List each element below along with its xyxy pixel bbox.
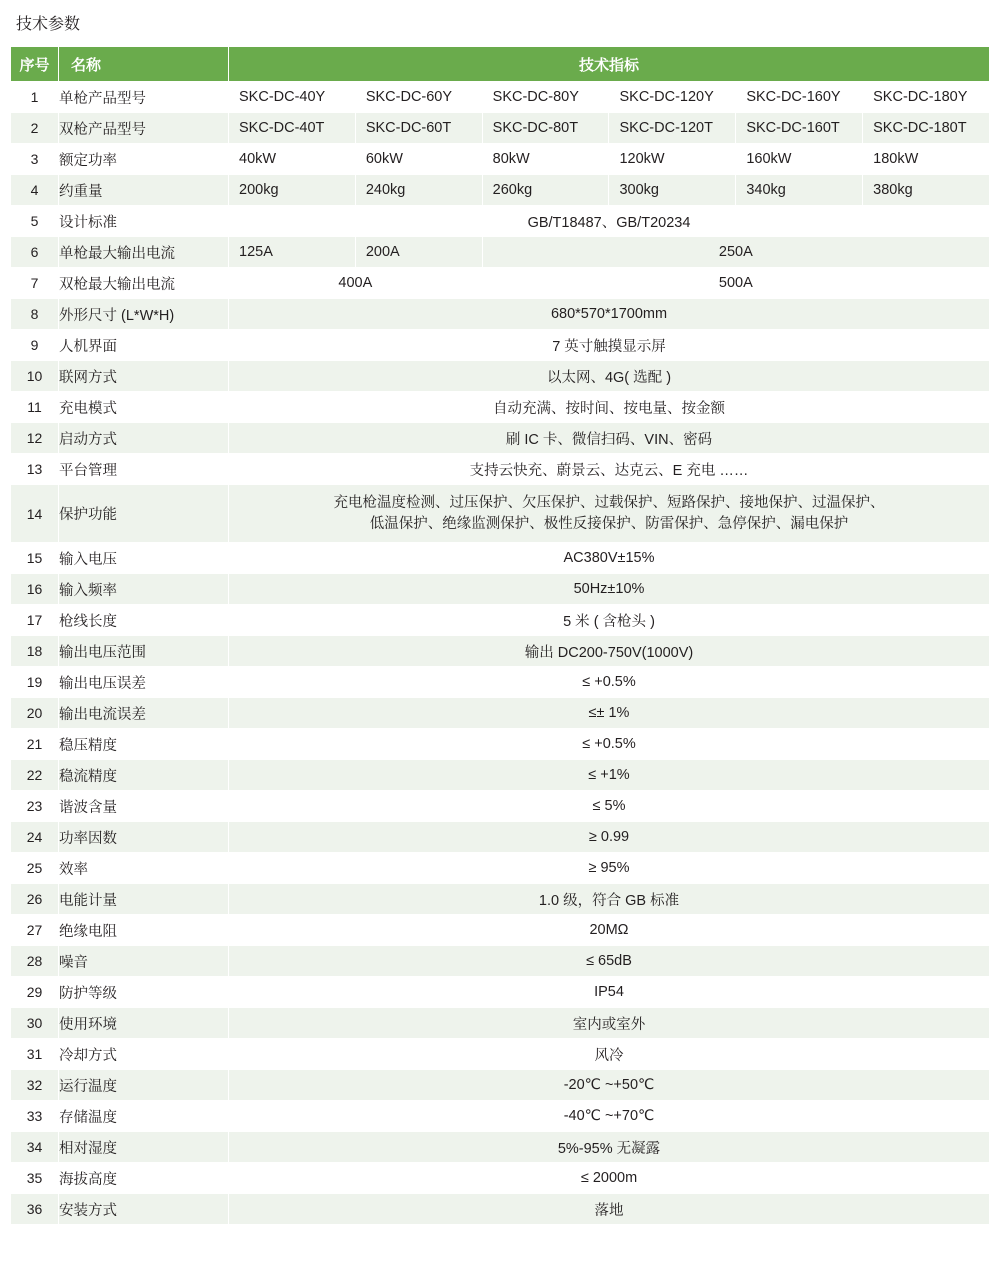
row-value: 400A bbox=[229, 268, 483, 299]
row-index: 27 bbox=[11, 915, 59, 946]
row-value: SKC-DC-160Y bbox=[736, 82, 863, 113]
table-row bbox=[11, 543, 990, 574]
row-value: AC380V±15% bbox=[229, 543, 990, 574]
row-value: ≤ 65dB bbox=[229, 946, 990, 977]
row-value: GB/T18487、GB/T20234 bbox=[229, 206, 990, 237]
row-value: 刷 IC 卡、微信扫码、VIN、密码 bbox=[229, 423, 990, 454]
column-header-spec: 技术指标 bbox=[229, 47, 990, 82]
row-value: SKC-DC-180T bbox=[863, 113, 990, 144]
row-value: 380kg bbox=[863, 175, 990, 206]
page-title: 技术参数 bbox=[16, 16, 81, 33]
row-value: SKC-DC-120Y bbox=[609, 82, 736, 113]
table-row bbox=[11, 330, 990, 361]
row-index: 12 bbox=[11, 423, 59, 454]
table-row bbox=[11, 1039, 990, 1070]
table-row bbox=[11, 1070, 990, 1101]
row-value: SKC-DC-160T bbox=[736, 113, 863, 144]
row-index: 35 bbox=[11, 1163, 59, 1194]
row-name: 输出电压误差 bbox=[59, 667, 229, 698]
row-name: 防护等级 bbox=[59, 977, 229, 1008]
row-value: 260kg bbox=[482, 175, 609, 206]
row-value: SKC-DC-60Y bbox=[355, 82, 482, 113]
row-value: ≤± 1% bbox=[229, 698, 990, 729]
table-row bbox=[11, 237, 990, 268]
row-value: ≤ +0.5% bbox=[229, 667, 990, 698]
row-name: 存储温度 bbox=[59, 1101, 229, 1132]
row-value: 5 米 ( 含枪头 ) bbox=[229, 605, 990, 636]
row-name: 设计标准 bbox=[59, 206, 229, 237]
table-row bbox=[11, 1132, 990, 1163]
row-index: 30 bbox=[11, 1008, 59, 1039]
row-name: 单枪产品型号 bbox=[59, 82, 229, 113]
row-name: 输入电压 bbox=[59, 543, 229, 574]
row-name: 联网方式 bbox=[59, 361, 229, 392]
row-name: 输入频率 bbox=[59, 574, 229, 605]
row-index: 29 bbox=[11, 977, 59, 1008]
row-index: 22 bbox=[11, 760, 59, 791]
row-value: 60kW bbox=[355, 144, 482, 175]
row-name: 功率因数 bbox=[59, 822, 229, 853]
row-value: 500A bbox=[482, 268, 989, 299]
row-name: 噪音 bbox=[59, 946, 229, 977]
row-index: 23 bbox=[11, 791, 59, 822]
row-index: 6 bbox=[11, 237, 59, 268]
row-name: 安装方式 bbox=[59, 1194, 229, 1225]
row-name: 双枪最大输出电流 bbox=[59, 268, 229, 299]
row-index: 17 bbox=[11, 605, 59, 636]
row-index: 16 bbox=[11, 574, 59, 605]
row-value: 300kg bbox=[609, 175, 736, 206]
row-value: 20MΩ bbox=[229, 915, 990, 946]
row-index: 1 bbox=[11, 82, 59, 113]
row-name: 绝缘电阻 bbox=[59, 915, 229, 946]
row-name: 额定功率 bbox=[59, 144, 229, 175]
row-value: 250A bbox=[482, 237, 989, 268]
row-name: 电能计量 bbox=[59, 884, 229, 915]
table-row bbox=[11, 361, 990, 392]
row-value: 200A bbox=[355, 237, 482, 268]
row-index: 5 bbox=[11, 206, 59, 237]
column-header-index: 序号 bbox=[11, 47, 59, 82]
row-index: 20 bbox=[11, 698, 59, 729]
table-row bbox=[11, 206, 990, 237]
row-name: 效率 bbox=[59, 853, 229, 884]
row-value: 200kg bbox=[229, 175, 356, 206]
row-value: 自动充满、按时间、按电量、按金额 bbox=[229, 392, 990, 423]
row-value: ≤ +0.5% bbox=[229, 729, 990, 760]
table-row bbox=[11, 144, 990, 175]
row-value: 输出 DC200-750V(1000V) bbox=[229, 636, 990, 667]
row-value: -20℃ ~+50℃ bbox=[229, 1070, 990, 1101]
table-row bbox=[11, 698, 990, 729]
row-name: 保护功能 bbox=[59, 485, 229, 543]
table-row bbox=[11, 113, 990, 144]
row-value: 125A bbox=[229, 237, 356, 268]
row-value: 7 英寸触摸显示屏 bbox=[229, 330, 990, 361]
table-row bbox=[11, 822, 990, 853]
row-name: 启动方式 bbox=[59, 423, 229, 454]
row-value: 1.0 级，符合 GB 标准 bbox=[229, 884, 990, 915]
table-row bbox=[11, 299, 990, 330]
column-header-name: 名称 bbox=[59, 47, 229, 82]
table-row bbox=[11, 268, 990, 299]
table-row bbox=[11, 392, 990, 423]
row-index: 13 bbox=[11, 454, 59, 485]
row-value: ≤ +1% bbox=[229, 760, 990, 791]
row-value: 680*570*1700mm bbox=[229, 299, 990, 330]
row-name: 使用环境 bbox=[59, 1008, 229, 1039]
table-row bbox=[11, 915, 990, 946]
row-index: 2 bbox=[11, 113, 59, 144]
row-name: 相对湿度 bbox=[59, 1132, 229, 1163]
row-value: SKC-DC-120T bbox=[609, 113, 736, 144]
row-name: 双枪产品型号 bbox=[59, 113, 229, 144]
row-value: 160kW bbox=[736, 144, 863, 175]
table-row bbox=[11, 454, 990, 485]
row-index: 15 bbox=[11, 543, 59, 574]
row-value: 室内或室外 bbox=[229, 1008, 990, 1039]
row-index: 14 bbox=[11, 485, 59, 543]
row-name: 谐波含量 bbox=[59, 791, 229, 822]
table-row bbox=[11, 1163, 990, 1194]
table-row bbox=[11, 1008, 990, 1039]
row-name: 充电模式 bbox=[59, 392, 229, 423]
row-value: IP54 bbox=[229, 977, 990, 1008]
row-value: 50Hz±10% bbox=[229, 574, 990, 605]
row-value-line: 低温保护、绝缘监测保护、极性反接保护、防雷保护、急停保护、漏电保护 bbox=[369, 515, 849, 532]
row-value: SKC-DC-40T bbox=[229, 113, 356, 144]
row-name: 稳压精度 bbox=[59, 729, 229, 760]
row-name: 运行温度 bbox=[59, 1070, 229, 1101]
row-value: SKC-DC-80T bbox=[482, 113, 609, 144]
table-row bbox=[11, 175, 990, 206]
row-index: 11 bbox=[11, 392, 59, 423]
row-value: 落地 bbox=[229, 1194, 990, 1225]
row-index: 26 bbox=[11, 884, 59, 915]
table-row bbox=[11, 636, 990, 667]
table-row bbox=[11, 1194, 990, 1225]
technical-parameters-table bbox=[10, 46, 990, 1225]
row-value: -40℃ ~+70℃ bbox=[229, 1101, 990, 1132]
row-value: SKC-DC-180Y bbox=[863, 82, 990, 113]
row-value-line: 充电枪温度检测、过压保护、欠压保护、过载保护、短路保护、接地保护、过温保护、 bbox=[333, 494, 885, 511]
table-row bbox=[11, 791, 990, 822]
row-value: 40kW bbox=[229, 144, 356, 175]
table-row bbox=[11, 884, 990, 915]
table-row bbox=[11, 605, 990, 636]
table-row bbox=[11, 423, 990, 454]
row-name: 输出电流误差 bbox=[59, 698, 229, 729]
row-name: 外形尺寸 (L*W*H) bbox=[59, 299, 229, 330]
row-index: 24 bbox=[11, 822, 59, 853]
row-index: 31 bbox=[11, 1039, 59, 1070]
row-value: 180kW bbox=[863, 144, 990, 175]
row-value: 风冷 bbox=[229, 1039, 990, 1070]
row-value: 支持云快充、蔚景云、达克云、E 充电 …… bbox=[229, 454, 990, 485]
row-index: 8 bbox=[11, 299, 59, 330]
row-index: 3 bbox=[11, 144, 59, 175]
row-value: 5%-95% 无凝露 bbox=[229, 1132, 990, 1163]
row-value: SKC-DC-60T bbox=[355, 113, 482, 144]
row-value: 80kW bbox=[482, 144, 609, 175]
row-value: ≤ 2000m bbox=[229, 1163, 990, 1194]
row-index: 10 bbox=[11, 361, 59, 392]
row-index: 28 bbox=[11, 946, 59, 977]
row-value: ≥ 95% bbox=[229, 853, 990, 884]
table-row bbox=[11, 667, 990, 698]
row-index: 21 bbox=[11, 729, 59, 760]
table-row bbox=[11, 977, 990, 1008]
row-name: 约重量 bbox=[59, 175, 229, 206]
row-value: SKC-DC-40Y bbox=[229, 82, 356, 113]
table-row bbox=[11, 574, 990, 605]
row-index: 7 bbox=[11, 268, 59, 299]
row-name: 海拔高度 bbox=[59, 1163, 229, 1194]
table-row bbox=[11, 853, 990, 884]
row-value: 240kg bbox=[355, 175, 482, 206]
row-value: ≥ 0.99 bbox=[229, 822, 990, 853]
row-name: 输出电压范围 bbox=[59, 636, 229, 667]
row-value: 以太网、4G( 选配 ) bbox=[229, 361, 990, 392]
row-name: 平台管理 bbox=[59, 454, 229, 485]
row-value: 340kg bbox=[736, 175, 863, 206]
row-name: 单枪最大输出电流 bbox=[59, 237, 229, 268]
table-header bbox=[11, 47, 990, 82]
row-index: 18 bbox=[11, 636, 59, 667]
table-row bbox=[11, 82, 990, 113]
row-name: 稳流精度 bbox=[59, 760, 229, 791]
row-name: 冷却方式 bbox=[59, 1039, 229, 1070]
table-row bbox=[11, 729, 990, 760]
table-row bbox=[11, 1101, 990, 1132]
row-name: 人机界面 bbox=[59, 330, 229, 361]
row-value: 120kW bbox=[609, 144, 736, 175]
row-index: 36 bbox=[11, 1194, 59, 1225]
row-name: 枪线长度 bbox=[59, 605, 229, 636]
table-row bbox=[11, 760, 990, 791]
row-index: 25 bbox=[11, 853, 59, 884]
table-body bbox=[11, 82, 990, 1225]
row-index: 19 bbox=[11, 667, 59, 698]
row-index: 32 bbox=[11, 1070, 59, 1101]
row-value: SKC-DC-80Y bbox=[482, 82, 609, 113]
row-index: 9 bbox=[11, 330, 59, 361]
row-value-multiline bbox=[229, 485, 990, 543]
row-index: 4 bbox=[11, 175, 59, 206]
table-row bbox=[11, 485, 990, 543]
row-index: 34 bbox=[11, 1132, 59, 1163]
table-row bbox=[11, 946, 990, 977]
row-index: 33 bbox=[11, 1101, 59, 1132]
row-value: ≤ 5% bbox=[229, 791, 990, 822]
